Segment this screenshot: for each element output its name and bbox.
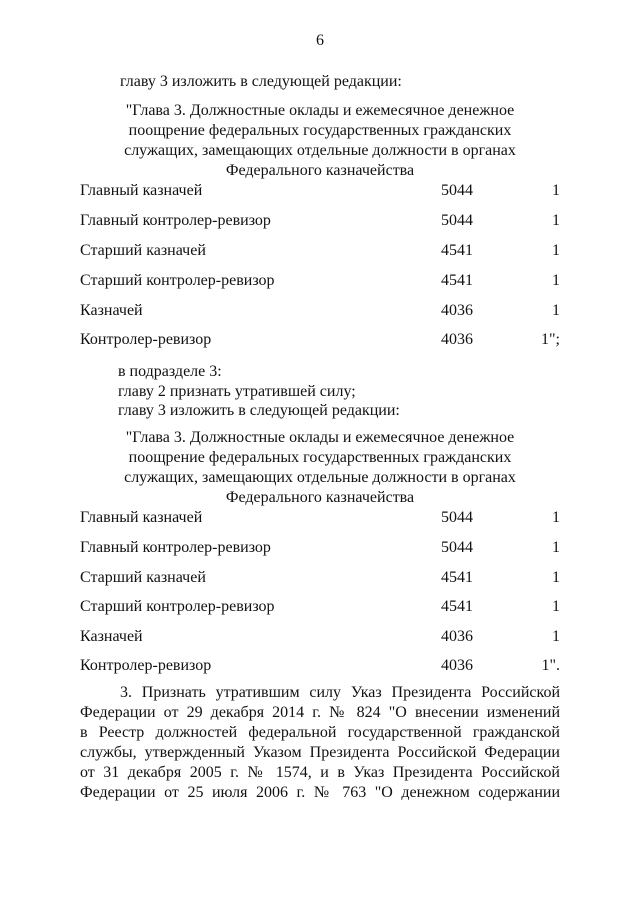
salary-amount: 4036 <box>441 628 473 645</box>
paragraph-line: службы, утвержденный Указом Президента Российской Федерации <box>80 744 560 761</box>
salary-amount: 4036 <box>441 302 473 319</box>
paragraph-line: Федерации от 29 декабря 2014 г. № 824 "О внесении изменений <box>80 704 560 721</box>
table-row <box>80 627 560 647</box>
table-row <box>80 211 560 231</box>
paragraph-line: 3. Признать утратившим силу Указ Президента Российской <box>120 684 560 701</box>
salary-amount: 5044 <box>441 212 473 229</box>
heading-line: поощрение федеральных государственных гражданских <box>128 449 512 466</box>
table-row <box>80 241 560 261</box>
page-number: 6 <box>316 32 324 49</box>
salary-amount: 4036 <box>441 657 473 674</box>
position-name: Главный контролер-ревизор <box>80 539 271 556</box>
position-name: Старший контролер-ревизор <box>80 598 275 615</box>
coefficient: 1 <box>552 272 560 289</box>
heading-line: служащих, замещающих отдельные должности в органах <box>124 142 516 159</box>
table-row <box>80 330 560 350</box>
salary-amount: 4541 <box>441 242 473 259</box>
coefficient: 1". <box>541 657 560 674</box>
position-name: Контролер-ревизор <box>80 331 212 348</box>
heading-line: Федерального казначейства <box>225 162 415 179</box>
position-name: Старший казначей <box>80 242 206 259</box>
position-name: Контролер-ревизор <box>80 657 212 674</box>
table-row <box>80 568 560 588</box>
paragraph-line: Федерации от 25 июля 2006 г. № 763 "О денежном содержании <box>80 784 560 801</box>
subsection-line: главу 2 признать утратившей силу; <box>118 383 356 400</box>
coefficient: 1 <box>552 509 560 526</box>
table-row <box>80 181 560 201</box>
paragraph-3 <box>80 683 560 803</box>
salary-amount: 4541 <box>441 598 473 615</box>
heading-line: "Глава 3. Должностные оклады и ежемесячное денежное <box>125 102 515 119</box>
paragraph-line: в Реестр должностей федеральной государственной гражданской <box>80 724 560 741</box>
coefficient: 1 <box>552 539 560 556</box>
subsection-line: главу 3 изложить в следующей редакции: <box>118 402 400 419</box>
subsection-line: в подразделе 3: <box>118 363 222 380</box>
coefficient: 1 <box>552 628 560 645</box>
coefficient: 1 <box>552 242 560 259</box>
salary-amount: 5044 <box>441 539 473 556</box>
coefficient: 1 <box>552 569 560 586</box>
position-name: Главный контролер-ревизор <box>80 212 271 229</box>
intro-text: главу 3 изложить в следующей редакции: <box>120 73 402 90</box>
table-row <box>80 508 560 528</box>
chapter-heading-1 <box>120 101 520 181</box>
table-row <box>80 301 560 321</box>
heading-line: поощрение федеральных государственных гражданских <box>128 122 512 139</box>
heading-line: "Глава 3. Должностные оклады и ежемесячное денежное <box>125 429 515 446</box>
chapter-heading-2 <box>120 428 520 508</box>
table-row <box>80 271 560 291</box>
position-name: Казначей <box>80 628 143 645</box>
coefficient: 1"; <box>541 331 560 348</box>
salary-amount: 4541 <box>441 569 473 586</box>
coefficient: 1 <box>552 182 560 199</box>
position-name: Казначей <box>80 302 143 319</box>
position-name: Старший контролер-ревизор <box>80 272 275 289</box>
table-row <box>80 538 560 558</box>
heading-line: служащих, замещающих отдельные должности в органах <box>124 469 516 486</box>
heading-line: Федерального казначейства <box>225 489 415 506</box>
table-row <box>80 597 560 617</box>
salary-amount: 5044 <box>441 182 473 199</box>
salary-amount: 5044 <box>441 509 473 526</box>
coefficient: 1 <box>552 598 560 615</box>
coefficient: 1 <box>552 212 560 229</box>
salary-amount: 4541 <box>441 272 473 289</box>
paragraph-line: от 31 декабря 2005 г. № 1574, и в Указ Президента Российской <box>80 764 560 781</box>
position-name: Старший казначей <box>80 569 206 586</box>
salary-amount: 4036 <box>441 331 473 348</box>
position-name: Главный казначей <box>80 509 203 526</box>
coefficient: 1 <box>552 302 560 319</box>
table-row <box>80 656 560 676</box>
position-name: Главный казначей <box>80 182 203 199</box>
